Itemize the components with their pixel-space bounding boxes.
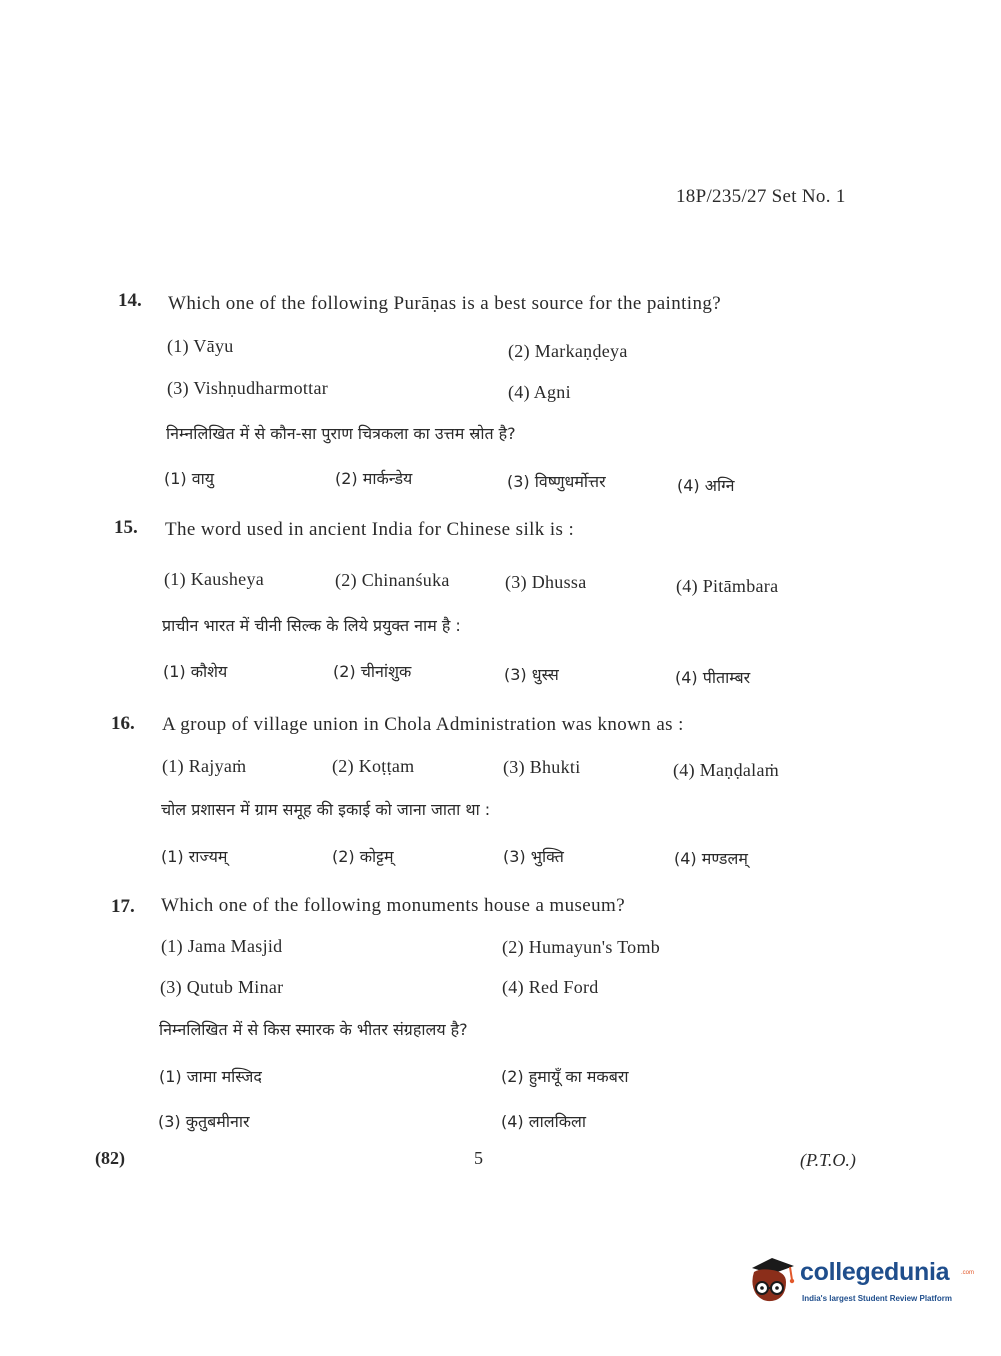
option-en: (3) Qutub Minar: [160, 977, 284, 997]
option-hi: (3) विष्णुधर्मोत्तर: [507, 472, 606, 491]
option-hi: (4) लालकिला: [501, 1112, 587, 1131]
option-hi: (1) जामा मस्जिद: [159, 1067, 262, 1086]
brand-tagline: India's largest Student Review Platform: [802, 1294, 952, 1303]
option-hi: (2) कोट्टम्: [332, 847, 394, 866]
option-hi: (2) हुमायूँ का मकबरा: [501, 1067, 629, 1086]
question-text-hindi: चोल प्रशासन में ग्राम समूह की इकाई को जाना जाता था :: [161, 800, 491, 819]
option-en: (4) Red Ford: [502, 977, 599, 997]
paper-code: 18P/235/27 Set No. 1: [676, 186, 846, 207]
question-number: 16.: [111, 713, 135, 734]
collegedunia-logo: [742, 1250, 975, 1310]
mascot-icon: [742, 1250, 800, 1308]
question-number: 15.: [114, 517, 138, 538]
question-text: A group of village union in Chola Administration was known as :: [162, 714, 684, 735]
option-en: (2) Humayun's Tomb: [502, 937, 661, 957]
question-text-hindi: निम्नलिखित में से किस स्मारक के भीतर संग्रहालय है?: [159, 1020, 468, 1039]
option-en: (2) Koṭṭam: [332, 756, 415, 776]
option-en: (1) Kausheya: [164, 569, 265, 589]
question-number: 14.: [118, 290, 142, 311]
question-text-hindi: निम्नलिखित में से कौन-सा पुराण चित्रकला का उत्तम स्रोत है?: [166, 424, 516, 443]
pto-label: (P.T.O.): [800, 1150, 856, 1170]
option-en: (4) Agni: [508, 382, 571, 402]
page-number: 5: [474, 1148, 483, 1168]
option-en: (3) Bhukti: [503, 757, 581, 777]
question-text-hindi: प्राचीन भारत में चीनी सिल्क के लिये प्रयुक्त नाम है :: [162, 616, 461, 635]
question-text: Which one of the following Purāṇas is a best source for the painting?: [168, 293, 722, 314]
option-hi: (3) कुतुबमीनार: [158, 1112, 250, 1131]
brand-dotcom: .com: [961, 1270, 975, 1276]
option-hi: (1) राज्यम्: [161, 847, 228, 866]
option-en: (1) Jama Masjid: [161, 936, 283, 956]
option-en: (3) Vishṇudharmottar: [167, 378, 329, 398]
option-hi: (3) भुक्ति: [503, 847, 564, 866]
option-hi: (2) चीनांशुक: [333, 662, 412, 681]
option-en: (4) Maṇḍalaṁ: [673, 760, 780, 780]
option-hi: (1) कौशेय: [163, 662, 228, 681]
option-en: (3) Dhussa: [505, 572, 587, 592]
option-en: (1) Rajyaṁ: [162, 756, 247, 776]
footer-code: (82): [95, 1148, 125, 1168]
option-en: (4) Pitāmbara: [676, 576, 779, 596]
question-text: Which one of the following monuments house a museum?: [161, 895, 626, 916]
option-hi: (4) मण्डलम्: [674, 849, 748, 868]
option-hi: (4) पीताम्बर: [675, 668, 751, 687]
option-en: (2) Chinanśuka: [335, 570, 450, 590]
option-en: (2) Markaṇḍeya: [508, 341, 628, 361]
option-hi: (1) वायु: [164, 469, 215, 488]
option-hi: (3) धुस्स: [504, 665, 559, 684]
option-hi: (2) मार्कन्डेय: [335, 469, 413, 488]
question-number: 17.: [111, 896, 135, 917]
option-hi: (4) अग्नि: [677, 476, 735, 495]
question-text: The word used in ancient India for Chinese silk is :: [165, 519, 575, 540]
brand-name: collegedunia: [800, 1258, 950, 1286]
option-en: (1) Vāyu: [167, 336, 234, 356]
